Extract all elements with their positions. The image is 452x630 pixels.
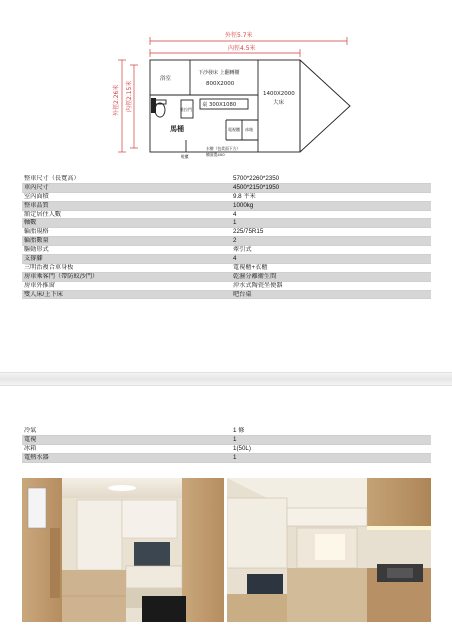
row-label: 電視 (24, 435, 37, 443)
table-row (22, 264, 431, 273)
appliance-table (22, 427, 431, 463)
table-row (22, 184, 431, 193)
spec-table (22, 175, 431, 299)
interior-photo-left (22, 478, 224, 622)
floor-plan (0, 0, 452, 172)
row-label: 冷氣 (24, 427, 37, 434)
page-divider (0, 372, 452, 386)
bed-size-label: 1400X2000 (263, 91, 295, 97)
row-value: 1 條 (233, 427, 245, 434)
outer-width-label: 外徑2.26米 (113, 84, 120, 116)
table-row (22, 445, 431, 454)
sofa-bed-label: 下沙發床 上翻轉櫃 (198, 70, 240, 76)
bed-label: 大床 (273, 100, 285, 106)
fridge-label: 冰箱 (245, 127, 253, 132)
outer-length-label: 外徑5.7米 (225, 32, 253, 39)
row-label: 電熱水器 (24, 453, 49, 461)
row-value: 4500*2150*1950 (233, 183, 280, 191)
table-row (22, 282, 431, 291)
row-label: 輪胎數量 (24, 237, 49, 245)
row-value: 1(50L) (233, 444, 251, 452)
pull-cabinet-label: 推拉門 (180, 107, 192, 112)
row-value: 電視櫃+衣櫃 (233, 263, 268, 271)
table-row (22, 454, 431, 463)
row-label: 整車尺寸（長寬高） (24, 175, 80, 182)
row-label: 房車外推窗 (24, 281, 55, 289)
table-row (22, 202, 431, 211)
row-label: 室內面積 (24, 192, 49, 200)
row-value: 5700*2260*2350 (233, 175, 280, 182)
row-value: 1000kg (233, 201, 254, 209)
table-size-label: 桌 300X1080 (202, 102, 237, 108)
row-value: 牽引式 (233, 246, 252, 254)
row-label: 支撐腳 (24, 255, 43, 263)
inner-length-label: 內徑4.5米 (228, 45, 256, 52)
row-label: 額定居住人數 (24, 210, 62, 218)
row-value: 1 (233, 219, 237, 227)
row-value: 4 (233, 255, 237, 263)
row-value: 1 (233, 435, 237, 443)
row-label: 房車乘客門（帶防蚊沙門） (24, 272, 99, 280)
row-label: 雙人床/上下床 (24, 290, 63, 298)
table-row (22, 273, 431, 282)
table-row (22, 219, 431, 228)
table-row (22, 237, 431, 246)
row-value: 9.8 平米 (233, 192, 256, 200)
row-label: 整車品質 (24, 201, 49, 209)
tv-cabinet-label: 電視櫃 (228, 127, 240, 132)
row-value: 乾濕分離衛生間 (233, 272, 277, 280)
interior-photo-right (227, 478, 431, 622)
row-label: 車內尺寸 (24, 183, 49, 191)
inner-width-label: 內徑2.15米 (126, 80, 133, 112)
row-value: 2 (233, 237, 237, 245)
table-row (22, 175, 431, 184)
shoe-cabinet-label: 鞋櫃 (181, 154, 189, 159)
kitchen-label: 水槽（包柔面下方） (206, 146, 241, 151)
table-row (22, 193, 431, 202)
row-value: 1 (233, 453, 237, 461)
row-label: 輪胎規格 (24, 228, 49, 236)
table-row (22, 255, 431, 264)
row-label: 驅動形式 (24, 246, 49, 254)
row-label: 冰箱 (24, 444, 37, 452)
shower-block (151, 98, 156, 113)
table-row (22, 291, 431, 300)
row-label: 三明治複合車身板 (24, 263, 74, 271)
row-value: 吧台桌 (233, 290, 252, 298)
table-row (22, 211, 431, 220)
row-label: 軸數 (24, 219, 37, 227)
table-row (22, 427, 431, 436)
sofa-size-label: 800X2000 (206, 81, 235, 87)
table-row (22, 436, 431, 445)
table-row (22, 228, 431, 237)
kitchen-size-label: 櫥面寬400 (206, 152, 225, 157)
table-row (22, 246, 431, 255)
row-value: 4 (233, 210, 237, 218)
row-value: 沖水式陶瓷坐便器 (233, 281, 283, 289)
bathroom-label: 浴室 (160, 76, 172, 82)
toilet-label: 馬桶 (170, 125, 184, 133)
row-value: 225/75R15 (233, 228, 264, 236)
